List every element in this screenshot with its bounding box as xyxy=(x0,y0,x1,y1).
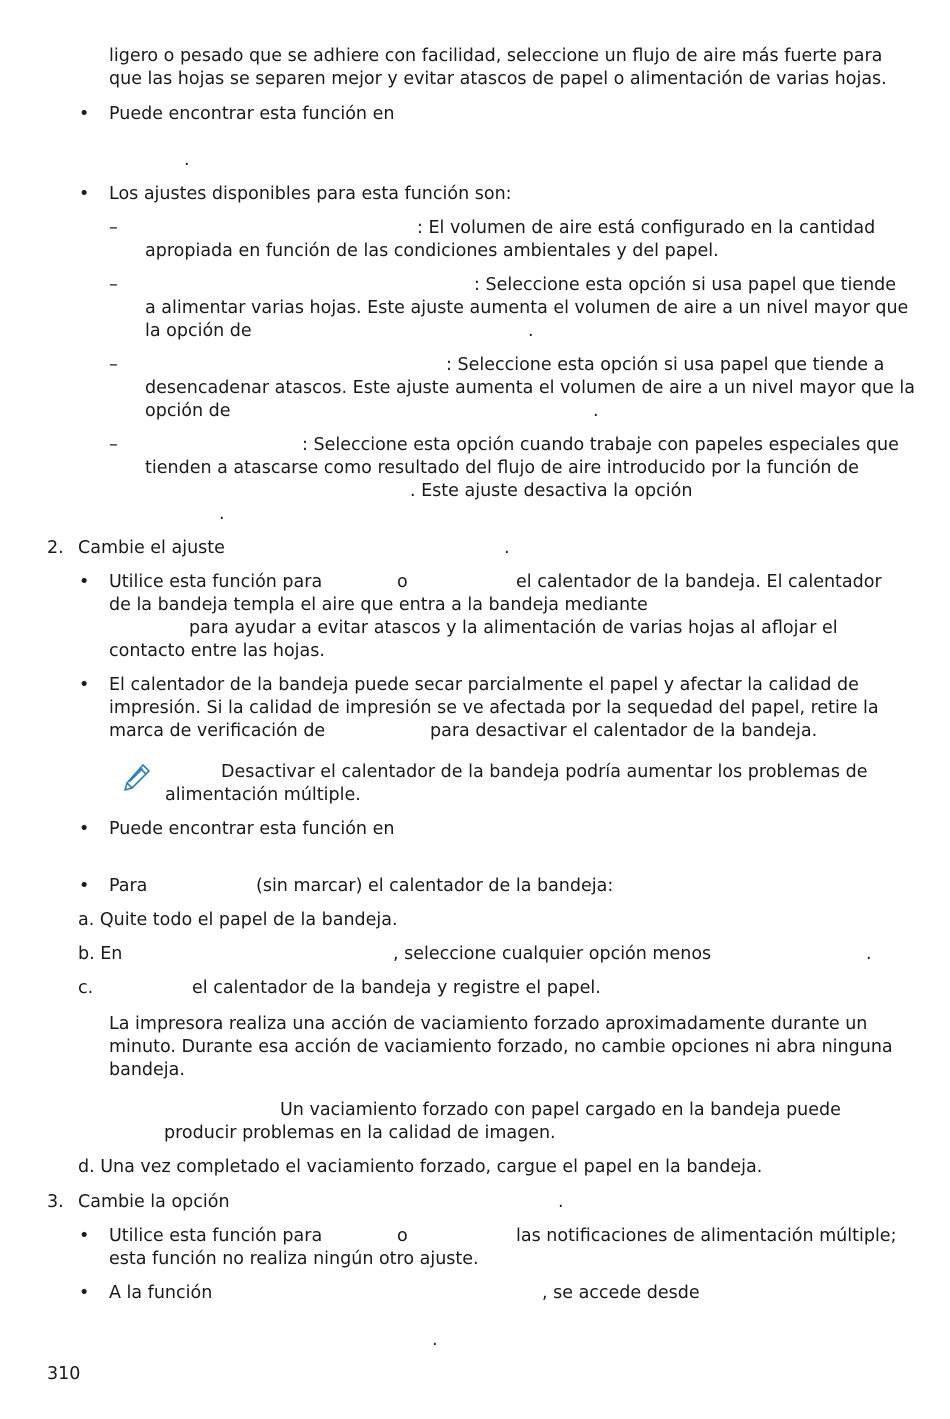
step-2-bullet-1-a: Utilice esta función para xyxy=(109,572,323,592)
airflow-location: Puede encontrar esta función en xyxy=(109,104,395,124)
airflow-option-4-line-3: . Este ajuste desactiva la opción xyxy=(410,481,693,501)
bullet-dash: – xyxy=(109,275,118,295)
step-2-bullet-2-line-2: impresión. Si la calidad de impresión se ve afectada por la sequedad del papel, retire la xyxy=(109,698,879,718)
step-2-bullet-1-c: el calentador de la bandeja. El calentador xyxy=(516,572,882,592)
step-3-bullet-2-dot: . xyxy=(432,1330,438,1350)
step-3-bullet-1-b: o xyxy=(397,1226,408,1246)
substep-b-dot: . xyxy=(866,944,872,964)
airflow-option-1-line-2: apropiada en función de las condiciones ambientales y del papel. xyxy=(145,241,719,261)
paragraph-line-2: minuto. Durante esa acción de vaciamiento forzado, no cambie opciones ni abra ninguna xyxy=(109,1037,893,1057)
step-2-bullet-2-line-3a: marca de verificación de xyxy=(109,721,326,741)
step-2-bullet-3: Puede encontrar esta función en xyxy=(109,819,395,839)
step-3-heading-dot: . xyxy=(558,1192,564,1212)
airflow-option-2-line-3: la opción de xyxy=(145,321,252,341)
bullet-dot: • xyxy=(79,1283,90,1303)
bullet-dash: – xyxy=(109,355,118,375)
step-3-bullet-1-line-2: esta función no realiza ningún otro ajuste. xyxy=(109,1249,479,1269)
airflow-option-1-line-1: : El volumen de aire está configurado en la cantidad xyxy=(417,218,876,238)
note-line-2: alimentación múltiple. xyxy=(165,785,361,805)
bullet-dot: • xyxy=(79,819,90,839)
bullet-dot: • xyxy=(79,104,90,124)
step-3-heading: Cambie la opción xyxy=(78,1192,230,1212)
step-2-heading-dot: . xyxy=(504,538,510,558)
airflow-option-4-line-1: : Seleccione esta opción cuando trabaje con papeles especiales que xyxy=(302,435,899,455)
step-2-bullet-1-b: o xyxy=(397,572,408,592)
step-2-heading: Cambie el ajuste xyxy=(78,538,225,558)
intro-line-2: que las hojas se separen mejor y evitar atascos de papel o alimentación de varias hojas. xyxy=(109,69,887,89)
step-2-bullet-1-line-2: de la bandeja templa el aire que entra a la bandeja mediante xyxy=(109,595,648,615)
bullet-dot: • xyxy=(79,572,90,592)
step-2-bullet-4-b: (sin marcar) el calentador de la bandeja: xyxy=(256,876,614,896)
paragraph-line-3: bandeja. xyxy=(109,1060,185,1080)
paragraph-line-1: La impresora realiza una acción de vaciamiento forzado aproximadamente durante un xyxy=(109,1014,868,1034)
substep-b-middle: , seleccione cualquier opción menos xyxy=(393,944,712,964)
airflow-option-2-dot: . xyxy=(528,321,534,341)
step-3-number: 3. xyxy=(47,1192,64,1212)
step-3-bullet-1-a: Utilice esta función para xyxy=(109,1226,323,1246)
substep-c-label: c. xyxy=(78,978,94,998)
caution-line-2: producir problemas en la calidad de imagen. xyxy=(164,1123,556,1143)
intro-line-1: ligero o pesado que se adhiere con facilidad, seleccione un flujo de aire más fuerte para xyxy=(109,46,883,66)
airflow-option-3-line-1: : Seleccione esta opción si usa papel que tiende a xyxy=(446,355,885,375)
substep-c-text: el calentador de la bandeja y registre el papel. xyxy=(192,978,601,998)
step-2-bullet-1-line-4: contacto entre las hojas. xyxy=(109,641,325,661)
substep-d: d. Una vez completado el vaciamiento forzado, cargue el papel en la bandeja. xyxy=(78,1157,763,1177)
step-2-bullet-2-line-1: El calentador de la bandeja puede secar parcialmente el papel y afectar la calidad de xyxy=(109,675,859,695)
airflow-option-2-line-1: : Seleccione esta opción si usa papel que tiende xyxy=(474,275,897,295)
step-3-bullet-2-a: A la función xyxy=(109,1283,213,1303)
airflow-location-dot: . xyxy=(184,150,190,170)
step-2-bullet-2-line-3b: para desactivar el calentador de la bandeja. xyxy=(430,721,818,741)
bullet-dot: • xyxy=(79,876,90,896)
bullet-dash: – xyxy=(109,435,118,455)
airflow-option-4-line-2: tienden a atascarse como resultado del flujo de aire introducido por la función de xyxy=(145,458,859,478)
airflow-option-4-dot: . xyxy=(219,504,225,524)
step-3-bullet-2-b: , se accede desde xyxy=(542,1283,700,1303)
bullet-dot: • xyxy=(79,1226,90,1246)
airflow-option-3-dot: . xyxy=(593,401,599,421)
note-line-1: Desactivar el calentador de la bandeja podría aumentar los problemas de xyxy=(221,762,868,782)
bullet-dot: • xyxy=(79,675,90,695)
page-number: 310 xyxy=(47,1364,81,1384)
pencil-icon xyxy=(121,761,153,793)
caution-line-1: Un vaciamiento forzado con papel cargado en la bandeja puede xyxy=(280,1100,841,1120)
bullet-dash: – xyxy=(109,218,118,238)
step-2-bullet-1-line-3: para ayudar a evitar atascos y la alimentación de varias hojas al aflojar el xyxy=(189,618,838,638)
airflow-option-3-line-2: desencadenar atascos. Este ajuste aumenta el volumen de aire a un nivel mayor que la xyxy=(145,378,915,398)
bullet-dot: • xyxy=(79,184,90,204)
airflow-settings-intro: Los ajustes disponibles para esta función son: xyxy=(109,184,512,204)
step-2-number: 2. xyxy=(47,538,64,558)
airflow-option-2-line-2: a alimentar varias hojas. Este ajuste aumenta el volumen de aire a un nivel mayor que xyxy=(145,298,909,318)
step-3-bullet-1-c: las notificaciones de alimentación múltiple; xyxy=(516,1226,897,1246)
airflow-option-3-line-3: opción de xyxy=(145,401,231,421)
step-2-bullet-4-a: Para xyxy=(109,876,148,896)
substep-b-start: b. En xyxy=(78,944,123,964)
substep-a: a. Quite todo el papel de la bandeja. xyxy=(78,910,398,930)
